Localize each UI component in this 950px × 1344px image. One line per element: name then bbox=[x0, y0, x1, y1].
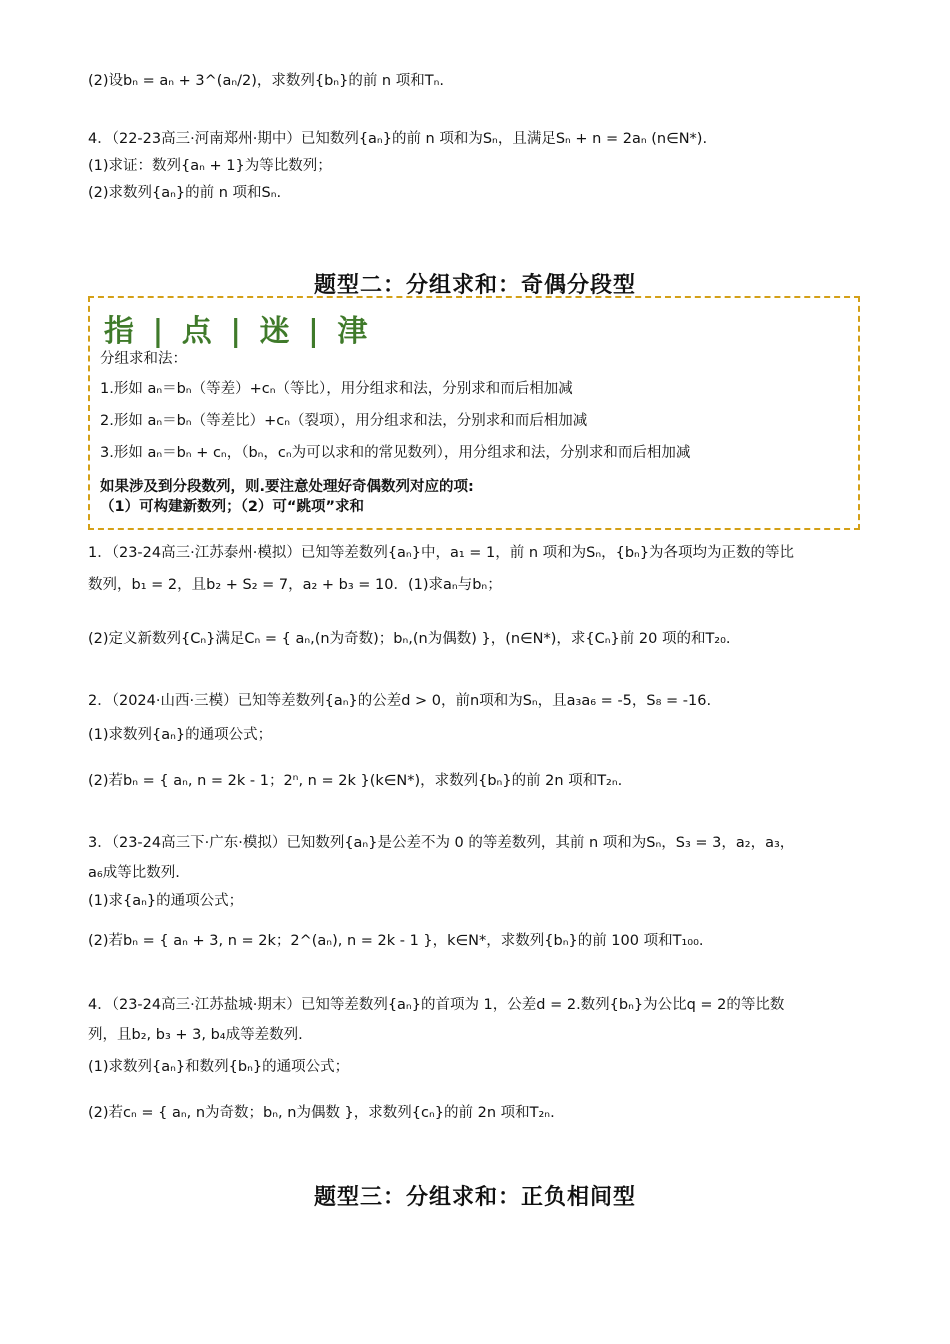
problem-4-q1: (1)求证：数列{aₙ + 1}为等比数列； bbox=[88, 158, 332, 174]
s2-problem-3-stem-a: 3．（23-24高三下·广东·模拟）已知数列{aₙ}是公差不为 0 的等差数列，其前 n 项和为Sₙ，S₃ = 3，a₂，a₃， bbox=[88, 835, 795, 851]
s2-problem-3-q1: (1)求{aₙ}的通项公式； bbox=[88, 893, 244, 909]
problem-4-stem: 4．（22-23高三·河南郑州·期中）已知数列{aₙ}的前 n 项和为Sₙ，且满足Sₙ + n = 2aₙ (n∈N*). bbox=[88, 131, 708, 147]
s2-problem-1-stem-a: 1．（23-24高三·江苏泰州·模拟）已知等差数列{aₙ}中，a₁ = 1，前 n 项和为Sₙ，{bₙ}为各项均为正数的等比 bbox=[88, 545, 795, 561]
problem-4-q2: (2)求数列{aₙ}的前 n 项和Sₙ. bbox=[88, 185, 282, 201]
tip-item-2: 2.形如 aₙ＝bₙ（等差比）+cₙ（裂项），用分组求和法，分别求和而后相加减 bbox=[100, 413, 588, 429]
tip-bold-note-2: （1）可构建新数列；（2）可“跳项”求和 bbox=[100, 499, 364, 515]
s2-problem-4-q2: (2)若cₙ = { aₙ, n为奇数；bₙ, n为偶数 }，求数列{cₙ}的前 2n 项和T₂ₙ. bbox=[88, 1105, 555, 1121]
s2-problem-4-stem-b: 列，且b₂, b₃ + 3, b₄成等差数列. bbox=[88, 1027, 303, 1043]
s2-problem-2-stem: 2．（2024·山西·三模）已知等差数列{aₙ}的公差d > 0，前n项和为Sₙ，且a₃a₆ = -5，S₈ = -16. bbox=[88, 693, 712, 709]
s2-problem-3-q2: (2)若bₙ = { aₙ + 3, n = 2k；2^(aₙ), n = 2k - 1 }，k∈N*，求数列{bₙ}的前 100 项和T₁₀₀. bbox=[88, 933, 704, 949]
tip-intro: 分组求和法： bbox=[100, 351, 187, 367]
prev-problem-q2: (2)设bₙ = aₙ + 3^(aₙ/2)，求数列{bₙ}的前 n 项和Tₙ. bbox=[88, 73, 444, 89]
s2-problem-4-stem-a: 4．（23-24高三·江苏盐城·期末）已知等差数列{aₙ}的首项为 1，公差d = 2.数列{bₙ}为公比q = 2的等比数 bbox=[88, 997, 785, 1013]
s2-problem-2-q2: (2)若bₙ = { aₙ, n = 2k - 1；2ⁿ, n = 2k }(k∈N*)，求数列{bₙ}的前 2n 项和T₂ₙ. bbox=[88, 773, 623, 789]
section-title-odd-even: 题型二：分组求和：奇偶分段型 bbox=[313, 273, 636, 298]
tip-item-3: 3.形如 aₙ＝bₙ + cₙ，（bₙ，cₙ为可以求和的常见数列），用分组求和法，分别求和而后相加减 bbox=[100, 445, 691, 461]
tip-bold-note-1: 如果涉及到分段数列，则.要注意处理好奇偶数列对应的项: bbox=[100, 479, 474, 495]
section-title-alternating: 题型三：分组求和：正负相间型 bbox=[313, 1185, 636, 1210]
tip-heading: 指 | 点 | 迷 | 津 bbox=[104, 314, 372, 349]
s2-problem-3-stem-b: a₆成等比数列. bbox=[88, 865, 180, 881]
s2-problem-4-q1: (1)求数列{aₙ}和数列{bₙ}的通项公式； bbox=[88, 1059, 350, 1075]
s2-problem-2-q1: (1)求数列{aₙ}的通项公式； bbox=[88, 727, 273, 743]
tip-item-1: 1.形如 aₙ＝bₙ（等差）+cₙ（等比），用分组求和法，分别求和而后相加减 bbox=[100, 381, 573, 397]
s2-problem-1-q2: (2)定义新数列{Cₙ}满足Cₙ = { aₙ,(n为奇数)；bₙ,(n为偶数) }，(n∈N*)，求{Cₙ}前 20 项的和T₂₀. bbox=[88, 631, 731, 647]
s2-problem-1-stem-b: 数列，b₁ = 2，且b₂ + S₂ = 7，a₂ + b₃ = 10．(1)求aₙ与bₙ； bbox=[88, 577, 502, 593]
